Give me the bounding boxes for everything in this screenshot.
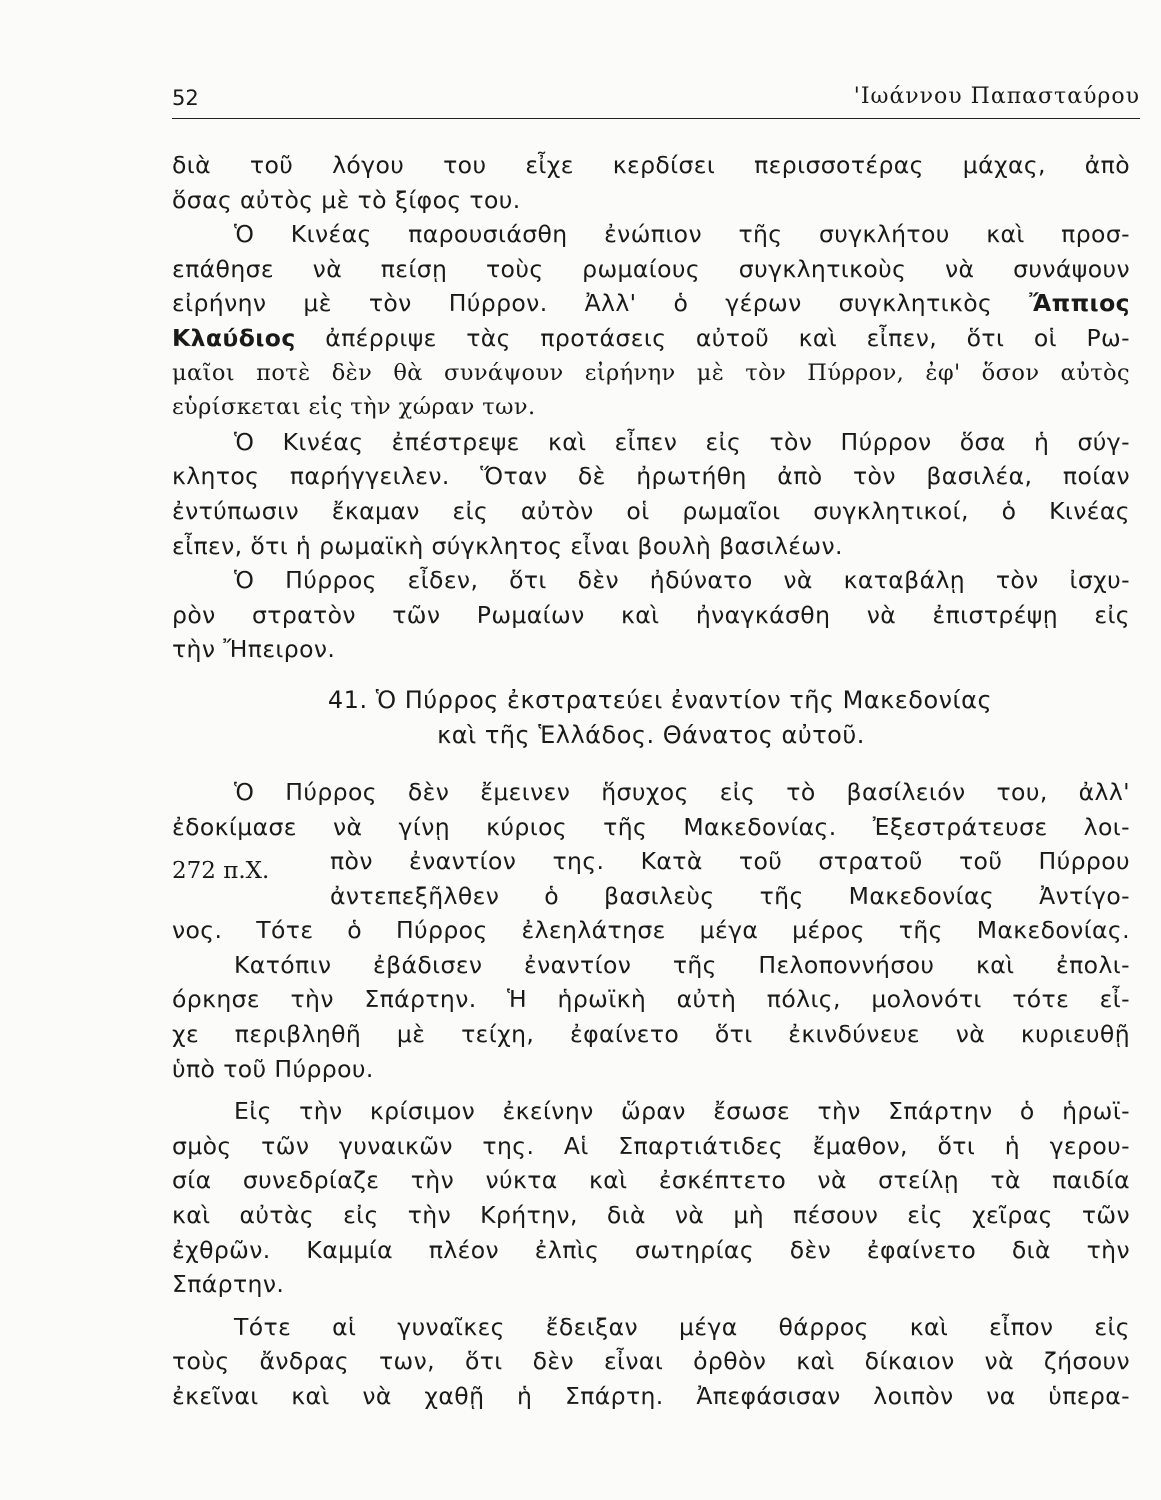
text-line: Ὁ Πύρρος δὲν ἔμεινεν ἥσυχος εἰς τὸ βασίλειόν του, ἀλλ' [234,777,1130,806]
margin-date-note: 272 π.Χ. [172,858,270,885]
text-line [172,321,1130,356]
text-line: όρκησε τὴν Σπάρτην. Ἡ ἡρωϊκὴ αὐτὴ πόλις, μολονότι τότε εἶ- [172,985,1130,1014]
text-line: μαῖοι ποτὲ δὲν θὰ συνάψουν εἰρήνην μὲ τὸν Πύρρον, ἐφ' ὅσον αὐτὸς [172,359,1130,386]
text-span: εἰρήνην μὲ τὸν Πύρρον. Ἀλλ' ὁ γέρων συγκλητικὸς [172,289,993,318]
section-heading-line: καὶ τῆς Ἑλλάδος. Θάνατος αὐτοῦ. [437,720,865,749]
text-line: ἐκεῖναι καὶ νὰ χαθῇ ἡ Σπάρτη. Ἀπεφάσισαν λοιπὸν να ὑπερα- [172,1382,1130,1410]
text-line: τὴν Ἤπειρον. [172,635,336,664]
section-heading [172,683,1130,753]
text-line: Τότε αἱ γυναῖκες ἔδειξαν μέγα θάρρος καὶ εἶπον εἰς [234,1312,1130,1341]
page-number: 52 [172,86,199,110]
text-line: ρὸν στρατὸν τῶν Ρωμαίων καὶ ἠναγκάσθη νὰ ἐπιστρέψῃ εἰς [172,600,1130,629]
page-header [172,82,1140,119]
text-line: τοὺς ἄνδρας των, ὅτι δὲν εἶναι ὀρθὸν καὶ δίκαιον νὰ ζήσουν [172,1347,1130,1376]
text-line: ἀντεπεξῆλθεν ὁ βασιλεὺς τῆς Μακεδονίας Ἀντίγο- [330,881,1130,910]
text-line: διὰ τοῦ λόγου του εἶχε κερδίσει περισσοτέρας μάχας, ἀπὸ [172,151,1130,179]
text-line: πὸν ἐναντίον της. Κατὰ τοῦ στρατοῦ τοῦ Πύρρου [330,847,1130,876]
text-line: ὑπὸ τοῦ Πύρρου. [172,1054,374,1083]
text-line: κλητος παρήγγειλεν. Ὅταν δὲ ἠρωτήθη ἀπὸ τὸν βασιλέα, ποίαν [172,462,1130,491]
text-line: Ὁ Κινέας ἐπέστρεψε καὶ εἶπεν εἰς τὸν Πύρρον ὅσα ἡ σύγ- [234,427,1130,456]
body-text [172,148,1130,1414]
text-line: Σπάρτην. [172,1270,285,1299]
text-line: καὶ αὐτὰς εἰς τὴν Κρήτην, διὰ νὰ μὴ πέσουν εἰς χεῖρας τῶν [172,1201,1130,1230]
text-line: Εἰς τὴν κρίσιμον ἐκείνην ὥραν ἔσωσε τὴν Σπάρτην ὁ ἡρωϊ- [234,1097,1130,1126]
section-heading-line: 41. Ὁ Πύρρος ἐκστρατεύει ἐναντίον τῆς Μακεδονίας [327,685,993,714]
text-line: εὑρίσκεται εἰς τὴν χώραν των. [172,394,536,421]
text-line: ἐχθρῶν. Καμμία πλέον ἐλπὶς σωτηρίας δὲν ἐφαίνετο διὰ τὴν [172,1235,1130,1264]
text-line [172,286,1130,321]
margin-note-block [172,844,1130,913]
running-head: 'Ιωάννου Παπασταύρου [853,84,1140,109]
text-line: Ὁ Κινέας παρουσιάσθη ἐνώπιον τῆς συγκλήτου καὶ προσ- [234,220,1130,249]
text-line: σμὸς τῶν γυναικῶν της. Αἱ Σπαρτιάτιδες ἔμαθον, ὅτι ἡ γερου- [172,1131,1130,1160]
text-line: ὅσας αὐτὸς μὲ τὸ ξίφος του. [172,185,521,214]
text-span: ἀπέρριψε τὰς προτάσεις αὐτοῦ καὶ εἶπεν, ὅτι οἱ Ρω- [325,323,1130,352]
text-line: νος. Τότε ὁ Πύρρος ἐλεηλάτησε μέγα μέρος τῆς Μακεδονίας. [172,916,1130,945]
text-line: ἐντύπωσιν ἔκαμαν εἰς αὐτὸν οἱ ρωμαῖοι συγκλητικοί, ὁ Κινέας [172,496,1130,525]
text-line: επάθησε νὰ πείσῃ τοὺς ρωμαίους συγκλητικοὺς νὰ συνάψουν [172,254,1130,283]
text-line: σία συνεδρίαζε τὴν νύκτα καὶ ἐσκέπτετο νὰ στείλῃ τὰ παιδία [172,1166,1130,1195]
text-line: εἶπεν, ὅτι ἡ ρωμαϊκὴ σύγκλητος εἶναι βουλὴ βασιλέων. [172,531,843,560]
bold-name: Ἄππιος [1029,289,1130,318]
bold-name: Κλαύδιος [172,323,296,352]
text-line: Ὁ Πύρρος εἶδεν, ὅτι δὲν ἠδύνατο νὰ καταβάλῃ τὸν ἰσχυ- [234,566,1130,595]
text-line: Κατόπιν ἐβάδισεν ἐναντίον τῆς Πελοποννήσου καὶ ἐπολι- [234,950,1130,979]
text-line: χε περιβληθῆ μὲ τείχη, ἐφαίνετο ὅτι ἐκινδύνευε νὰ κυριευθῇ [172,1020,1130,1049]
text-line: ἐδοκίμασε νὰ γίνῃ κύριος τῆς Μακεδονίας. Ἐξεστράτευσε λοι- [172,812,1130,841]
